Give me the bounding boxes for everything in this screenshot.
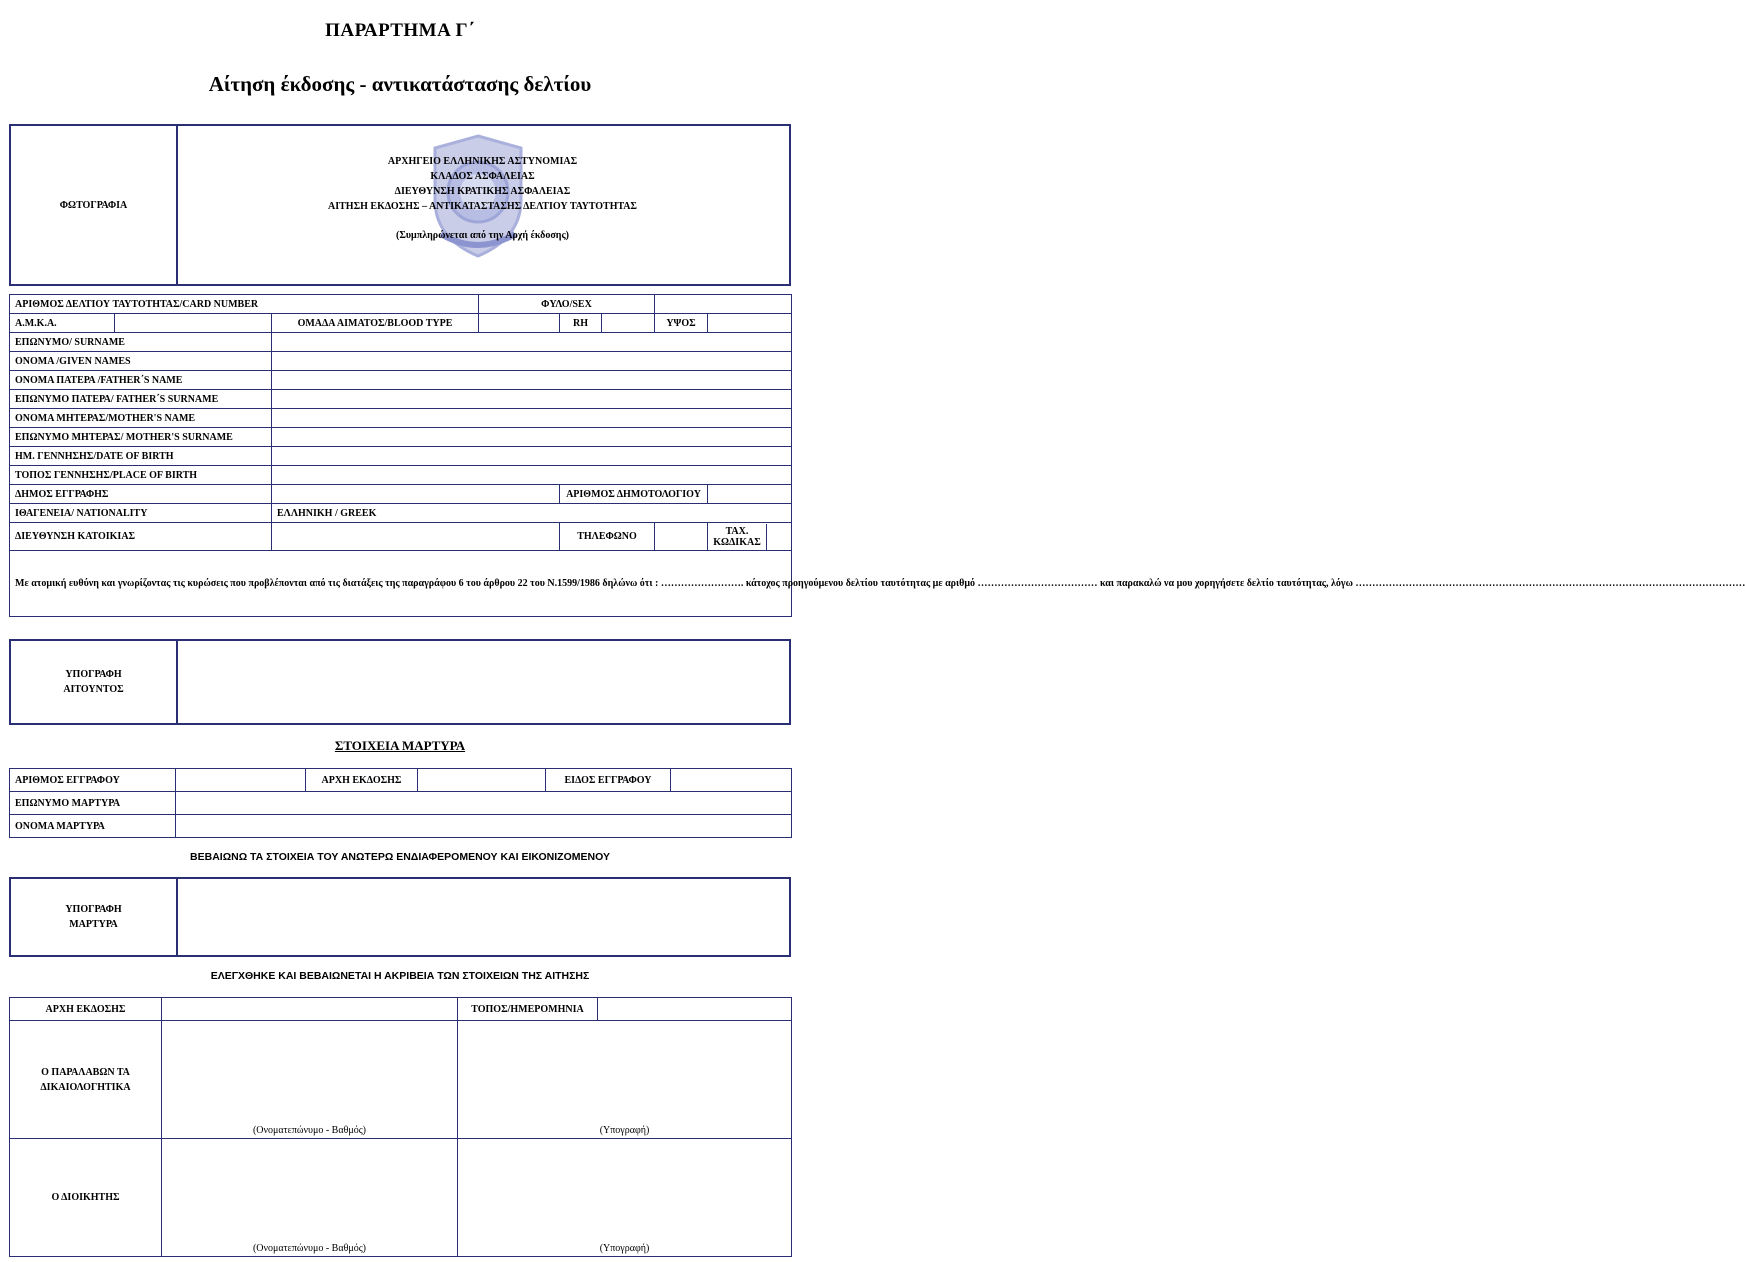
authority-line-3: ΔΙΕΥΘΥΝΣΗ ΚΡΑΤΙΚΗΣ ΑΣΦΑΛΕΙΑΣ: [394, 186, 571, 197]
mother-surname-field[interactable]: [272, 428, 792, 447]
dob-field[interactable]: [272, 447, 792, 466]
height-field[interactable]: [708, 314, 792, 333]
municipality-field[interactable]: [272, 485, 560, 504]
applicant-signature-label: ΥΠΟΓΡΑΦΗ ΑΙΤΟΥΝΤΟΣ: [63, 669, 124, 695]
verification-issuing-authority-label: ΑΡΧΗ ΕΚΔΟΣΗΣ: [10, 998, 162, 1021]
mother-name-label: ΟΝΟΜΑ ΜΗΤΕΡΑΣ/MOTHER'S NAME: [10, 409, 272, 428]
pob-field[interactable]: [272, 466, 792, 485]
verification-table: [9, 997, 792, 1257]
amka-label: Α.Μ.Κ.Α.: [10, 314, 115, 333]
authority-line-2: ΚΛΑΔΟΣ ΑΣΦΑΛΕΙΑΣ: [430, 171, 535, 182]
postal-code-label: ΤΑΧ. ΚΩΔΙΚΑΣ: [708, 524, 767, 550]
witness-surname-label: ΕΠΩΝΥΜΟ ΜΑΡΤΥΡΑ: [10, 792, 176, 815]
phone-field[interactable]: [655, 523, 708, 551]
declaration-text[interactable]: Με ατομική ευθύνη και γνωρίζοντας τις κυρώσεις που προβλέπονται από τις διατάξεις της παραγράφου 6 του άρθρου 22 του Ν.1599/1986 δηλώνω ότι : ……………………. κάτοχος προηγούμενου δελτίου ταυτότητας με αριθμό ……………………………… και παρακαλώ να μου χορηγήσετε δελτίο ταυτότητας, λόγω ………………………………………………………………………………………………………: [10, 551, 792, 617]
receiver-label: Ο ΠΑΡΑΛΑΒΩΝ ΤΑ ΔΙΚΑΙΟΛΟΓΗΤΙΚΑ: [10, 1021, 162, 1139]
applicant-signature-box: [9, 639, 791, 725]
rh-field[interactable]: [602, 314, 655, 333]
amka-field[interactable]: [115, 314, 272, 333]
witness-issuing-authority-field[interactable]: [418, 769, 546, 792]
dob-label: ΗΜ. ΓΕΝΝΗΣΗΣ/DATE OF BIRTH: [10, 447, 272, 466]
mother-name-field[interactable]: [272, 409, 792, 428]
authority-text: [176, 154, 789, 243]
pob-label: ΤΟΠΟΣ ΓΕΝΝΗΣΗΣ/PLACE OF BIRTH: [10, 466, 272, 485]
verification-place-date-field[interactable]: [598, 998, 792, 1021]
blood-type-field[interactable]: [479, 314, 560, 333]
postal-code-field[interactable]: [767, 524, 791, 550]
sex-field[interactable]: [655, 295, 792, 314]
postal-code-cell: [708, 523, 792, 551]
receiver-name-rank-caption: (Ονοματεπώνυμο - Βαθμός): [252, 1125, 367, 1136]
witness-doc-number-label: ΑΡΙΘΜΟΣ ΕΓΓΡΑΦΟΥ: [10, 769, 176, 792]
municipality-label: ΔΗΜΟΣ ΕΓΓΡΑΦΗΣ: [10, 485, 272, 504]
photo-area[interactable]: [11, 126, 178, 284]
commander-label: Ο ΔΙΟΙΚΗΤΗΣ: [10, 1139, 162, 1257]
witness-signature-box: [9, 877, 791, 957]
phone-label: ΤΗΛΕΦΩΝΟ: [560, 523, 655, 551]
sex-label: ΦΥΛΟ/SEX: [479, 295, 655, 314]
father-name-field[interactable]: [272, 371, 792, 390]
father-surname-field[interactable]: [272, 390, 792, 409]
witness-name-label: ΟΝΟΜΑ ΜΑΡΤΥΡΑ: [10, 815, 176, 838]
applicant-signature-label-cell: [11, 641, 178, 723]
witness-doc-type-field[interactable]: [671, 769, 792, 792]
witness-signature-field[interactable]: [178, 879, 789, 955]
father-name-label: ΟΝΟΜΑ ΠΑΤΕΡΑ /FATHER΄S NAME: [10, 371, 272, 390]
commander-signature-caption: (Υπογραφή): [599, 1243, 650, 1254]
nationality-label: ΙΘΑΓΕΝΕΙΑ/ NATIONALITY: [10, 504, 272, 523]
receiver-name-rank-field[interactable]: [162, 1021, 458, 1139]
witness-name-field[interactable]: [176, 815, 792, 838]
witness-confirmation-text: ΒΕΒΑΙΩΝΩ ΤΑ ΣΤΟΙΧΕΙΑ ΤΟΥ ΑΝΩΤΕΡΩ ΕΝΔΙΑΦΕΡΟΜΕΝΟΥ ΚΑΙ ΕΙΚΟΝΙΖΟΜΕΝΟΥ: [190, 851, 610, 863]
witness-signature-label: ΥΠΟΓΡΑΦΗ ΜΑΡΤΥΡΑ: [65, 904, 122, 930]
verification-heading: ΕΛΕΓΧΘΗΚΕ ΚΑΙ ΒΕΒΑΙΩΝΕΤΑΙ Η ΑΚΡΙΒΕΙΑ ΤΩΝ ΣΤΟΙΧΕΙΩΝ ΤΗΣ ΑΙΤΗΣΗΣ: [210, 970, 590, 982]
photo-label: ΦΩΤΟΓΡΑΦΙΑ: [59, 199, 128, 211]
applicant-signature-field[interactable]: [178, 641, 789, 723]
card-number-label: ΑΡΙΘΜΟΣ ΔΕΛΤΙΟΥ ΤΑΥΤΟΤΗΤΑΣ/CARD NUMBER: [10, 295, 479, 314]
form-title: Αίτηση έκδοσης - αντικατάστασης δελτίου: [208, 72, 592, 96]
authority-note: (Συμπληρώνεται από την Αρχή έκδοσης): [395, 230, 570, 241]
given-names-label: ΟΝΟΜΑ /GIVEN NAMES: [10, 352, 272, 371]
witness-doc-number-field[interactable]: [176, 769, 306, 792]
blood-type-label: ΟΜΑΔΑ ΑΙΜΑΤΟΣ/BLOOD TYPE: [272, 314, 479, 333]
commander-signature-field[interactable]: [458, 1139, 792, 1257]
address-field[interactable]: [272, 523, 560, 551]
rh-label: RH: [560, 314, 602, 333]
personal-data-table: [9, 294, 1745, 617]
father-surname-label: ΕΠΩΝΥΜΟ ΠΑΤΕΡΑ/ FATHER΄S SURNAME: [10, 390, 272, 409]
witness-heading: ΣΤΟΙΧΕΙΑ ΜΑΡΤΥΡΑ: [334, 738, 466, 753]
authority-line-4: ΑΙΤΗΣΗ ΕΚΔΟΣΗΣ – ΑΝΤΙΚΑΤΑΣΤΑΣΗΣ ΔΕΛΤΙΟΥ ΤΑΥΤΟΤΗΤΑΣ: [328, 201, 637, 212]
address-label: ΔΙΕΥΘΥΝΣΗ ΚΑΤΟΙΚΙΑΣ: [10, 523, 272, 551]
commander-name-rank-caption: (Ονοματεπώνυμο - Βαθμός): [252, 1243, 367, 1254]
verification-issuing-authority-field[interactable]: [162, 998, 458, 1021]
receiver-signature-field[interactable]: [458, 1021, 792, 1139]
surname-label: ΕΠΩΝΥΜΟ/ SURNAME: [10, 333, 272, 352]
nationality-value: ΕΛΛΗΝΙΚΗ / GREEK: [272, 504, 792, 523]
witness-issuing-authority-label: ΑΡΧΗ ΕΚΔΟΣΗΣ: [306, 769, 418, 792]
verification-place-date-label: ΤΟΠΟΣ/ΗΜΕΡΟΜΗΝΙΑ: [458, 998, 598, 1021]
authority-line-1: ΑΡΧΗΓΕΙΟ ΕΛΛΗΝΙΚΗΣ ΑΣΤΥΝΟΜΙΑΣ: [387, 156, 578, 167]
header-box: [9, 124, 791, 286]
surname-field[interactable]: [272, 333, 792, 352]
witness-table: [9, 768, 792, 838]
registry-number-label: ΑΡΙΘΜΟΣ ΔΗΜΟΤΟΛΟΓΙΟΥ: [560, 485, 708, 504]
mother-surname-label: ΕΠΩΝΥΜΟ ΜΗΤΕΡΑΣ/ MOTHER'S SURNAME: [10, 428, 272, 447]
receiver-signature-caption: (Υπογραφή): [599, 1125, 650, 1136]
witness-surname-field[interactable]: [176, 792, 792, 815]
annex-title: ΠΑΡΑΡΤΗΜΑ Γ΄: [325, 20, 475, 41]
witness-doc-type-label: ΕΙΔΟΣ ΕΓΓΡΑΦΟΥ: [546, 769, 671, 792]
commander-name-rank-field[interactable]: [162, 1139, 458, 1257]
registry-number-field[interactable]: [708, 485, 792, 504]
given-names-field[interactable]: [272, 352, 792, 371]
height-label: ΥΨΟΣ: [655, 314, 708, 333]
witness-signature-label-cell: [11, 879, 178, 955]
